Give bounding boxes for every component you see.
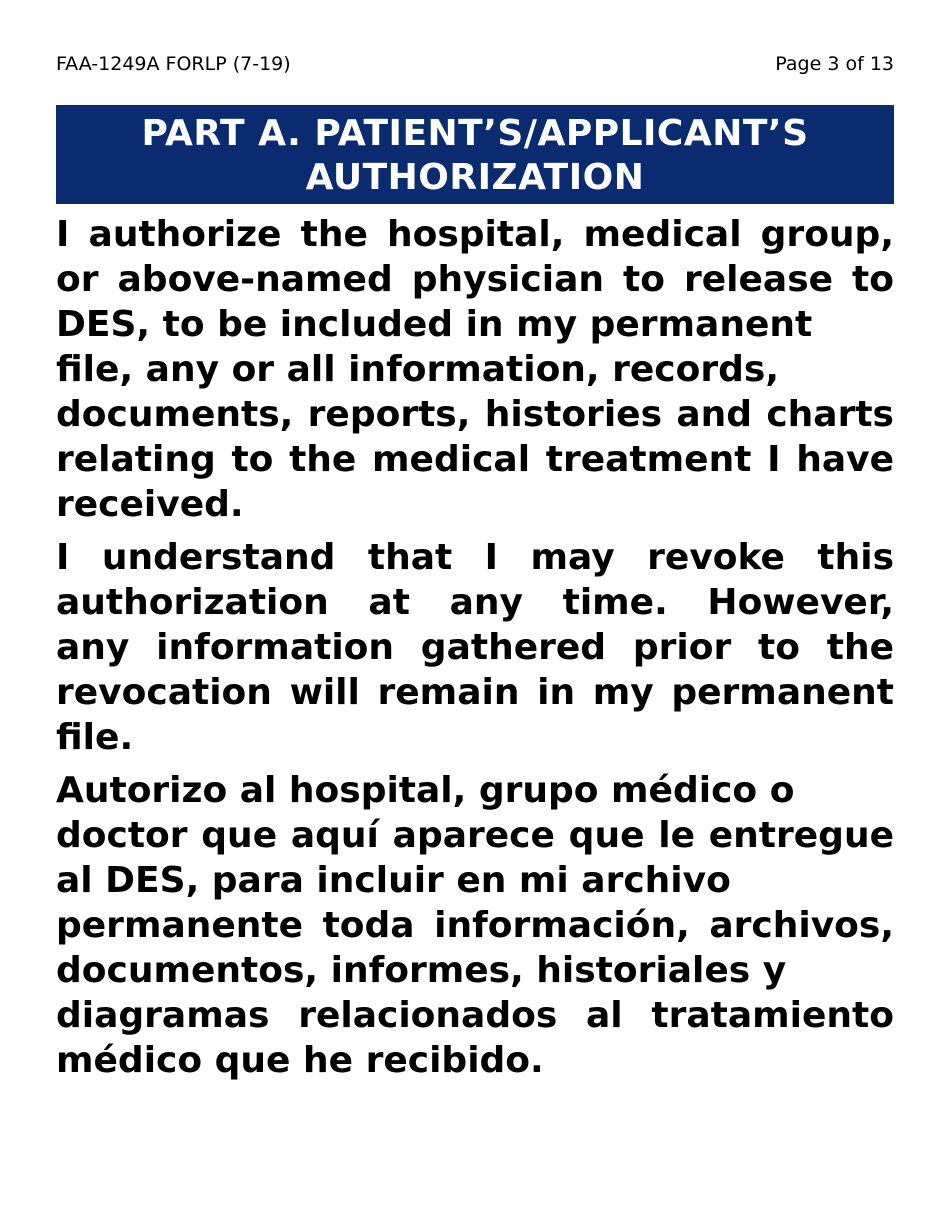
text-line: revocation will remain in my permanent [56,672,894,713]
text-line: diagramas relacionados al tratamiento [56,995,894,1036]
page-header [56,51,894,77]
text-line: file, any or all information, records, [56,349,780,390]
authorization-text [56,212,894,1091]
section-title-line-2: AUTHORIZATION [305,157,645,198]
text-line: authorization at any time. However, [56,582,894,623]
text-line: I understand that I may revoke this [56,537,894,578]
page-number: Page 3 of 13 [775,53,894,75]
text-line: or above-named physician to release to [56,259,894,300]
authorization-paragraph-spanish [56,768,894,1083]
text-line: I authorize the hospital, medical group, [56,214,894,255]
text-line: relating to the medical treatment I have [56,439,894,480]
text-line: documentos, informes, historiales y [56,950,787,991]
authorization-paragraph-english [56,212,894,527]
form-id: FAA-1249A FORLP (7-19) [56,53,291,75]
section-title-line-1: PART A. PATIENT’S/APPLICANT’S [141,113,809,154]
text-line: al DES, para incluir en mi archivo [56,860,731,901]
text-line: documents, reports, histories and charts [56,394,894,435]
text-line: file. [56,717,134,758]
text-line: doctor que aquí aparece que le entregue [56,815,894,856]
text-line: DES, to be included in my permanent [56,304,813,345]
text-line: any information gathered prior to the [56,627,894,668]
text-line: received. [56,484,244,525]
text-line: médico que he recibido. [56,1040,544,1081]
text-line: permanente toda información, archivos, [56,905,894,946]
revocation-paragraph-english [56,535,894,760]
text-line: Autorizo al hospital, grupo médico o [56,770,795,811]
section-title-banner [56,105,894,204]
